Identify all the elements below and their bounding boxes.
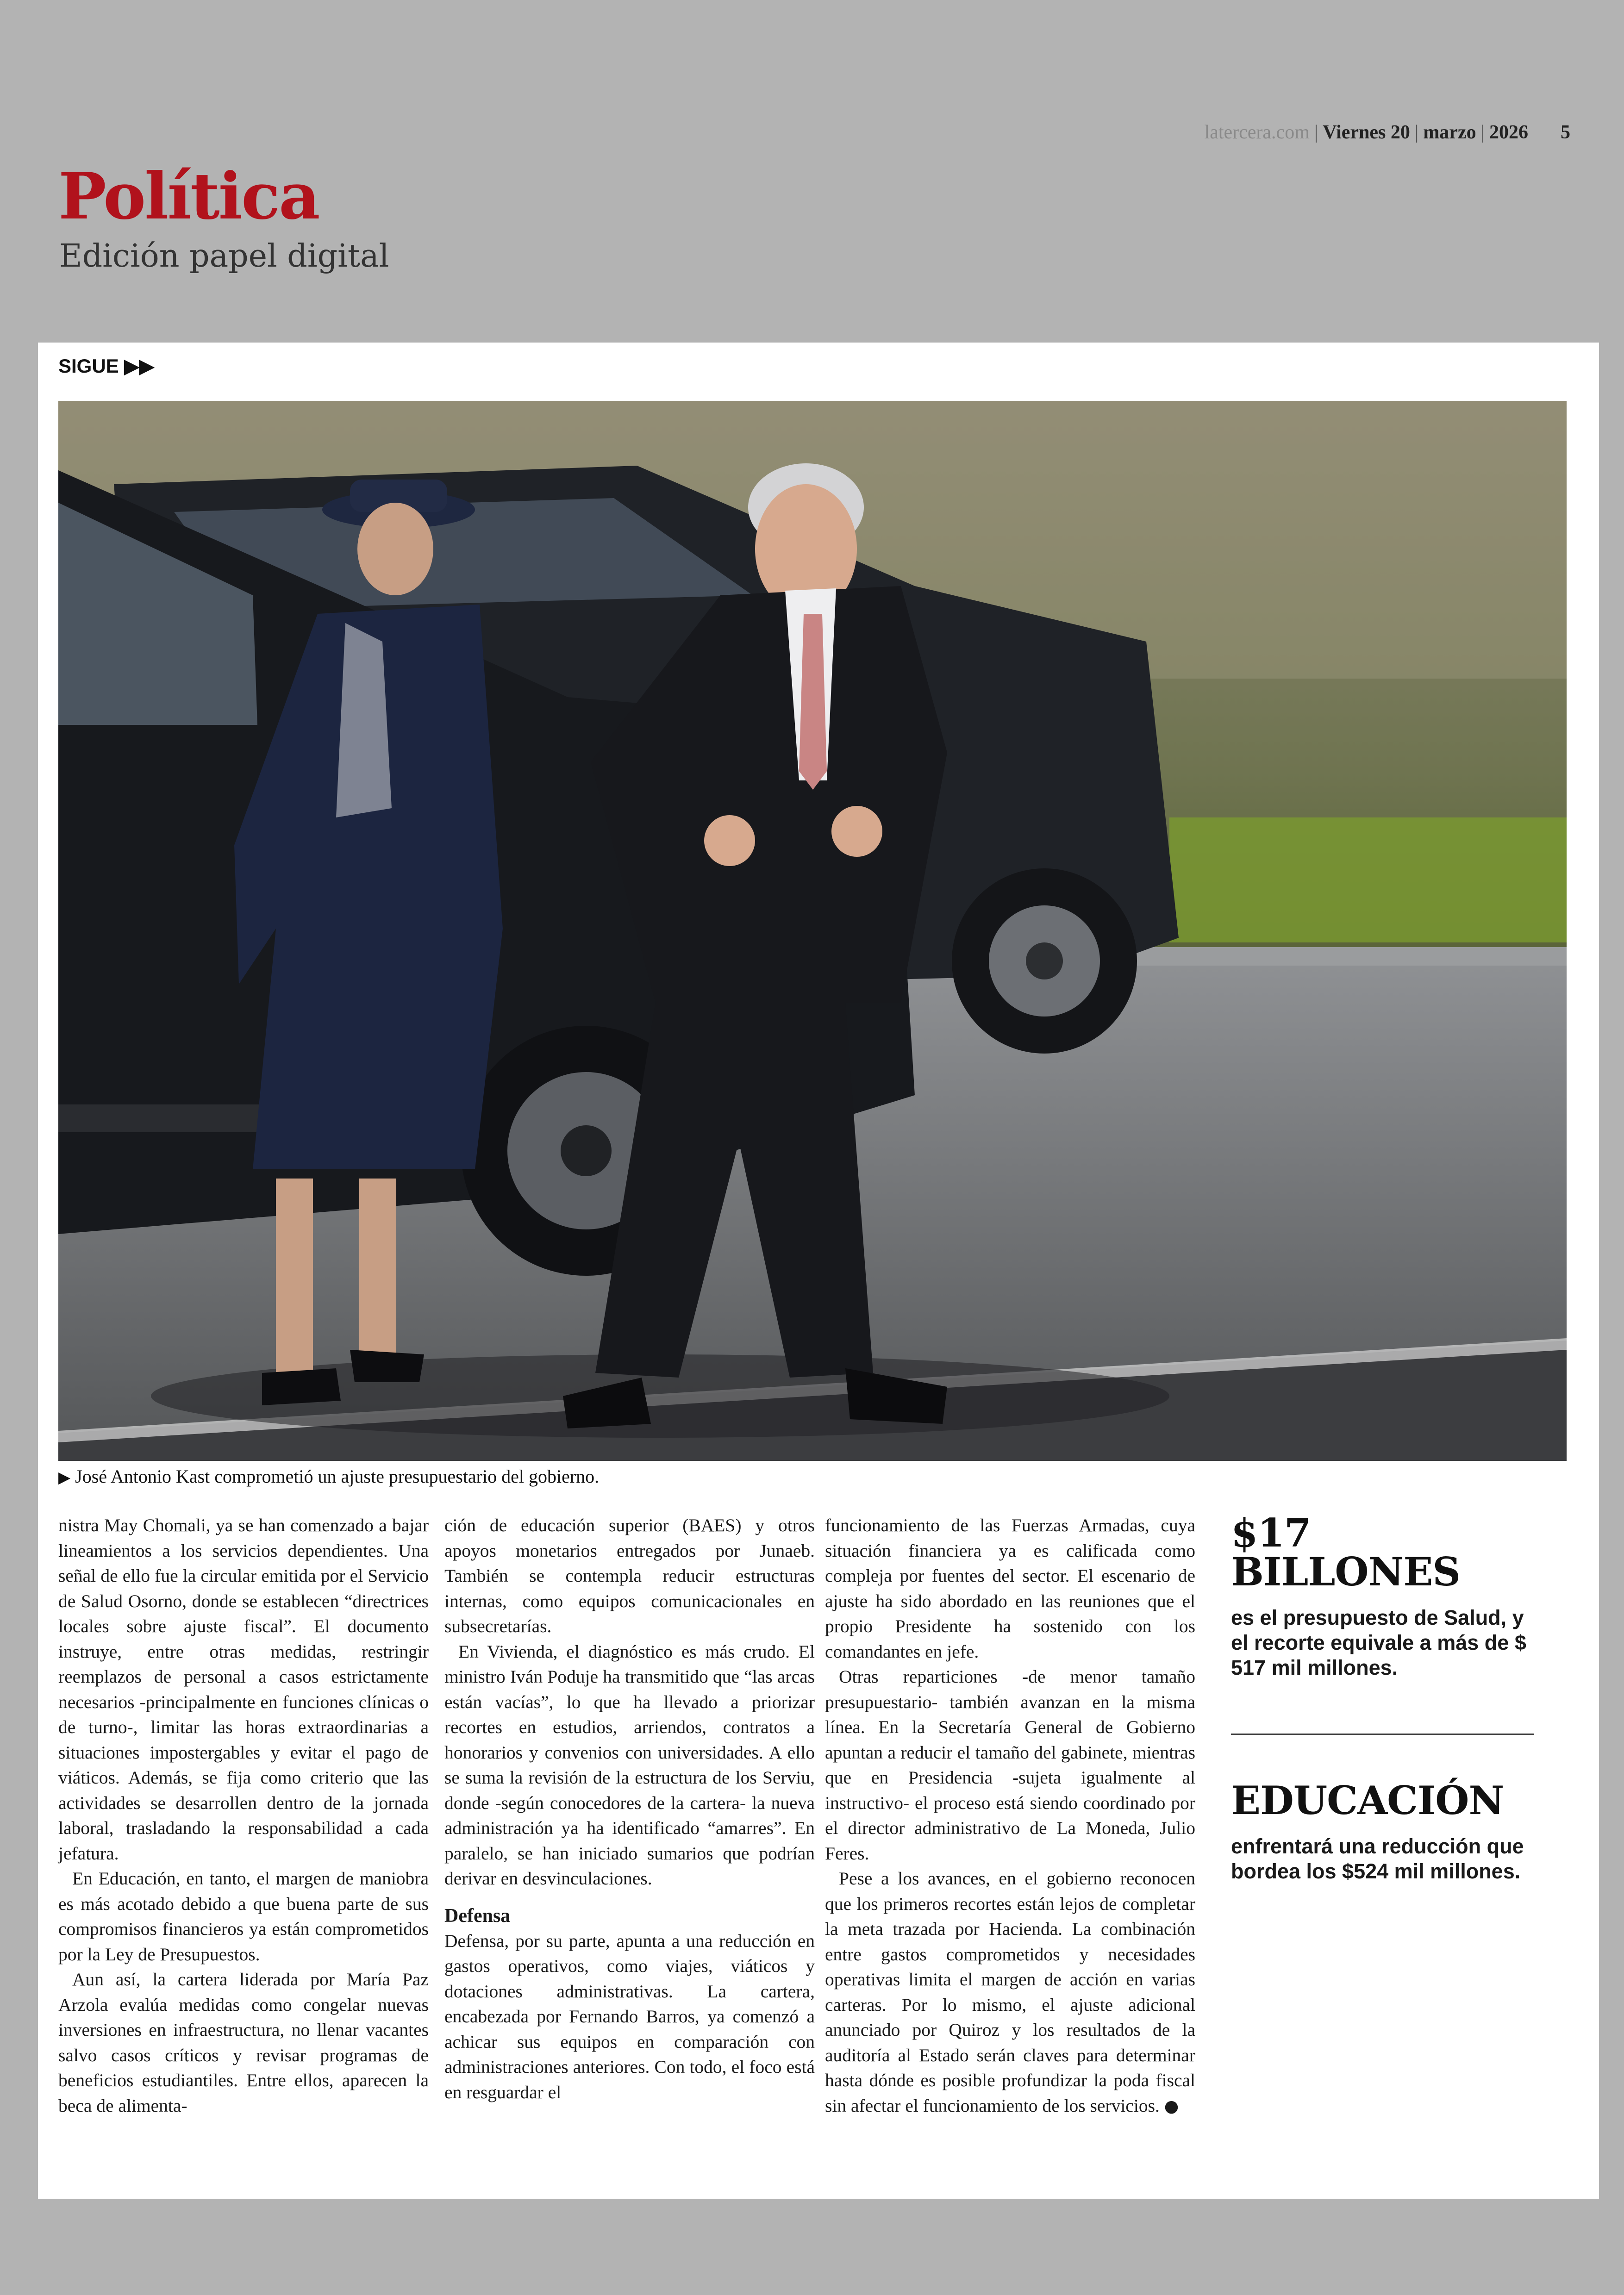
news-photo: [58, 401, 1567, 1461]
article-column-2: [444, 1513, 815, 2105]
caption-text: José Antonio Kast comprometió un ajuste presupuestario del gobierno.: [75, 1466, 600, 1487]
fact-1-figure: $17 BILLONES: [1231, 1510, 1461, 1595]
divider: [1231, 1734, 1534, 1735]
paragraph: nistra May Chomali, ya se han comenzado a bajar lineamientos a los servicios dependientes. Una señal de ello fue la circular emitida por el Servicio de Salud Osorno, donde se establecen “directrices locales sobre ajuste fiscal”. El documento instruye, entre otras medidas, restringir reemplazos de personal a casos estrictamente necesarios -principalmente en funciones clínicas o de turno-, limitar las horas extraordinarias a situaciones impostergables y evitar el pago de viáticos. Además, se fija como criterio que las actividades se desarrollen dentro de la jornada laboral, trasladando la responsabilidad a cada jefatura.: [58, 1515, 429, 1864]
section-title: Política: [58, 158, 319, 234]
paragraph: Aun así, la cartera liderada por María Paz Arzola evalúa medidas como congelar nuevas inversiones en infraestructura, no llenar vacantes salvo casos críticos y revisar programas de beneficios estudiantiles. Entre ellos, aparecen la beca de alimenta-: [58, 1969, 429, 2116]
photo-caption: [58, 1466, 1567, 1487]
fact-2-text: enfrentará una reducción que bordea los $524 mil millones.: [1231, 1834, 1524, 1883]
article-column-3: [825, 1513, 1195, 2119]
header-month: marzo: [1423, 122, 1476, 143]
end-mark-icon: ●: [1164, 2096, 1179, 2116]
paragraph: funcionamiento de las Fuerzas Armadas, cuya situación financiera ya es calificada como compleja por fuentes del sector. El escenario de ajuste ha sido abordado en las reuniones que el propio Presidente ha sostenido con los comandantes en jefe.: [825, 1515, 1195, 1662]
caption-arrow-icon: ▶: [58, 1468, 71, 1487]
paragraph-final-text: Pese a los avances, en el gobierno reconocen que los primeros recortes están lejos de completar la meta trazada por Hacienda. La combinación entre gastos comprometidos y necesidades operativas limita el margen de acción en varias carteras. Por lo mismo, el ajuste adicional anunciado por Quiroz y los resultados de la auditoría al Estado serán claves para determinar hasta dónde es posible profundizar la poda fiscal sin afectar el funcionamiento de los servicios.: [825, 1868, 1195, 2116]
site-name: latercera.com: [1204, 122, 1310, 143]
continue-label: SIGUE ▶▶: [58, 355, 154, 377]
sidebar-facts: [1231, 1510, 1541, 1884]
page-content: [38, 343, 1599, 2199]
paragraph-final: [825, 1866, 1195, 2119]
page-number: 5: [1561, 122, 1570, 143]
paragraph: En Vivienda, el diagnóstico es más crudo. El ministro Iván Poduje ha transmitido que “las arcas están vacías”, lo que ha llevado a priorizar recortes en estudios, arriendos, contratos a honorarios y convenios con universidades. A ello se suma la revisión de la estructura de los Serviu, donde -según conocedores de la cartera- la nueva administración ya ha identificado “amarres”. En paralelo, se han iniciado sumarios que podrían derivar en desvinculaciones.: [444, 1641, 815, 1889]
photo-illustration: [58, 401, 1567, 1461]
paragraph: En Educación, en tanto, el margen de maniobra es más acotado debido a que buena parte de sus compromisos financieros ya están comprometidos por la Ley de Presupuestos.: [58, 1868, 429, 1964]
header-day: Viernes 20: [1323, 122, 1410, 143]
page-header: latercera.com | Viernes 20 | marzo | 2026 5: [1204, 122, 1570, 143]
paragraph: ción de educación superior (BAES) y otros apoyos monetarios entregados por Junaeb. También se contempla reducir estructuras internas, como equipos comunicacionales en subsecretarías.: [444, 1515, 815, 1636]
fact-1-text: es el presupuesto de Salud, y el recorte equivale a más de $ 517 mil millones.: [1231, 1606, 1526, 1679]
subheading-defensa: Defensa: [444, 1905, 511, 1927]
header-year: 2026: [1489, 122, 1528, 143]
paragraph: Defensa, por su parte, apunta a una reducción en gastos operativos, como viajes, viáticos y dotaciones administrativas. La cartera, encabezada por Fernando Barros, ya comenzó a achicar sus equipos en comparación con administraciones anteriores. Con todo, el foco está en resguardar el: [444, 1930, 815, 2102]
section-subtitle: Edición papel digital: [59, 238, 389, 274]
article-column-1: [58, 1513, 429, 2118]
fact-2-figure: EDUCACIÓN: [1231, 1777, 1504, 1823]
paragraph: Otras reparticiones -de menor tamaño presupuestario- también avanzan en la misma línea. En la Secretaría General de Gobierno apuntan a reducir el tamaño del gabinete, mientras que en Presidencia -sujeta igualmente al instructivo- el proceso está siendo coordinado por el director administrativo de La Moneda, Julio Feres.: [825, 1666, 1195, 1864]
